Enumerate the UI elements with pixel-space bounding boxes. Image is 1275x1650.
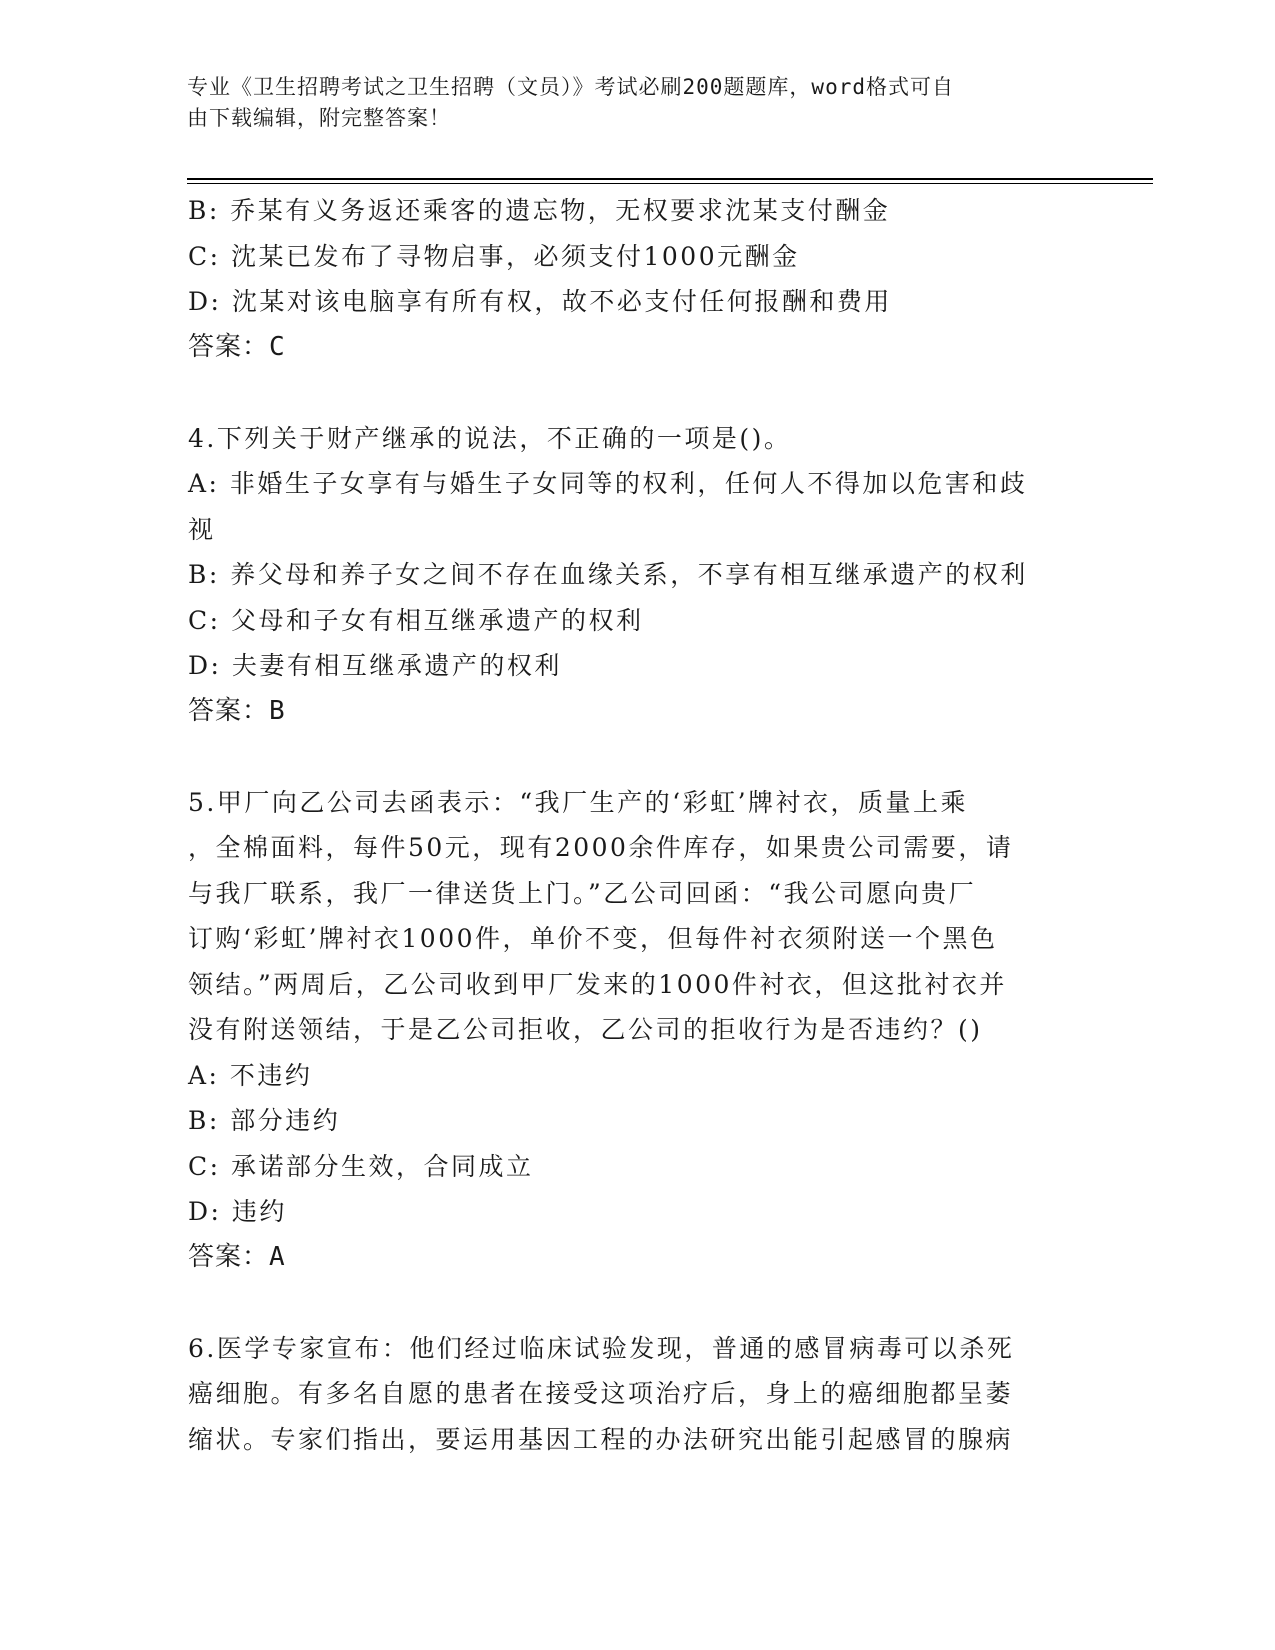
question-stem-line: ，全棉面料，每件50元，现有2000余件库存，如果贵公司需要，请 [188,833,1014,862]
option-a: A: 非婚生子女享有与婚生子女同等的权利，任何人不得加以危害和歧 [188,469,1028,498]
document-header [187,72,1087,134]
option-b: B: 养父母和养子女之间不存在血缘关系，不享有相互继承遗产的权利 [188,560,1028,589]
question-stem-line: 领结。”两周后，乙公司收到甲厂发来的1000件衬衣，但这批衬衣并 [188,969,1007,999]
question-4 [188,416,1068,735]
header-line-2: 由下载编辑，附完整答案！ [187,106,451,130]
question-stem-line: 没有附送领结，于是乙公司拒收，乙公司的拒收行为是否违约？() [188,1015,983,1044]
option-c: C: 父母和子女有相互继承遗产的权利 [188,605,644,635]
question-stem-line: 5.甲厂向乙公司去函表示：“我厂生产的‘彩虹’牌衬衣，质量上乘 [188,787,969,817]
option-d: D: 违约 [188,1197,287,1226]
option-d: D: 夫妻有相互继承遗产的权利 [188,651,562,680]
question-3 [188,188,1068,370]
spacer [188,1280,1068,1326]
question-content [188,188,1068,1462]
answer: 答案：C [188,331,286,362]
question-stem: 4.下列关于财产继承的说法，不正确的一项是()。 [188,423,792,453]
question-stem-line: 订购‘彩虹’牌衬衣1000件，单价不变，但每件衬衣须附送一个黑色 [188,924,998,953]
option-c: C: 承诺部分生效，合同成立 [188,1151,534,1181]
question-stem-line: 缩状。专家们指出，要运用基因工程的办法研究出能引起感冒的腺病 [188,1424,1014,1454]
option-a-continued: 视 [188,514,216,544]
option-b: B: 部分违约 [188,1106,341,1135]
answer: 答案：A [188,1241,286,1272]
header-rule-thick [187,178,1153,180]
option-a: A: 不违约 [188,1060,313,1090]
header-line-1: 专业《卫生招聘考试之卫生招聘（文员）》考试必刷200题题库，word格式可自 [187,75,954,99]
question-stem-line: 癌细胞。有多名自愿的患者在接受这项治疗后，身上的癌细胞都呈萎 [188,1379,1014,1408]
spacer [188,734,1068,780]
question-stem-line: 与我厂联系，我厂一律送货上门。”乙公司回函：“我公司愿向贵厂 [188,878,977,908]
question-6 [188,1326,1068,1463]
header-rule-thin [187,183,1153,184]
question-5 [188,780,1068,1281]
question-stem-line: 6.医学专家宣布：他们经过临床试验发现，普通的感冒病毒可以杀死 [188,1333,1015,1363]
spacer [188,370,1068,416]
answer: 答案：B [188,695,286,726]
option-d: D: 沈某对该电脑享有所有权，故不必支付任何报酬和费用 [188,287,892,316]
option-c: C: 沈某已发布了寻物启事，必须支付1000元酬金 [188,241,800,271]
option-b: B: 乔某有义务返还乘客的遗忘物，无权要求沈某支付酬金 [188,196,891,225]
